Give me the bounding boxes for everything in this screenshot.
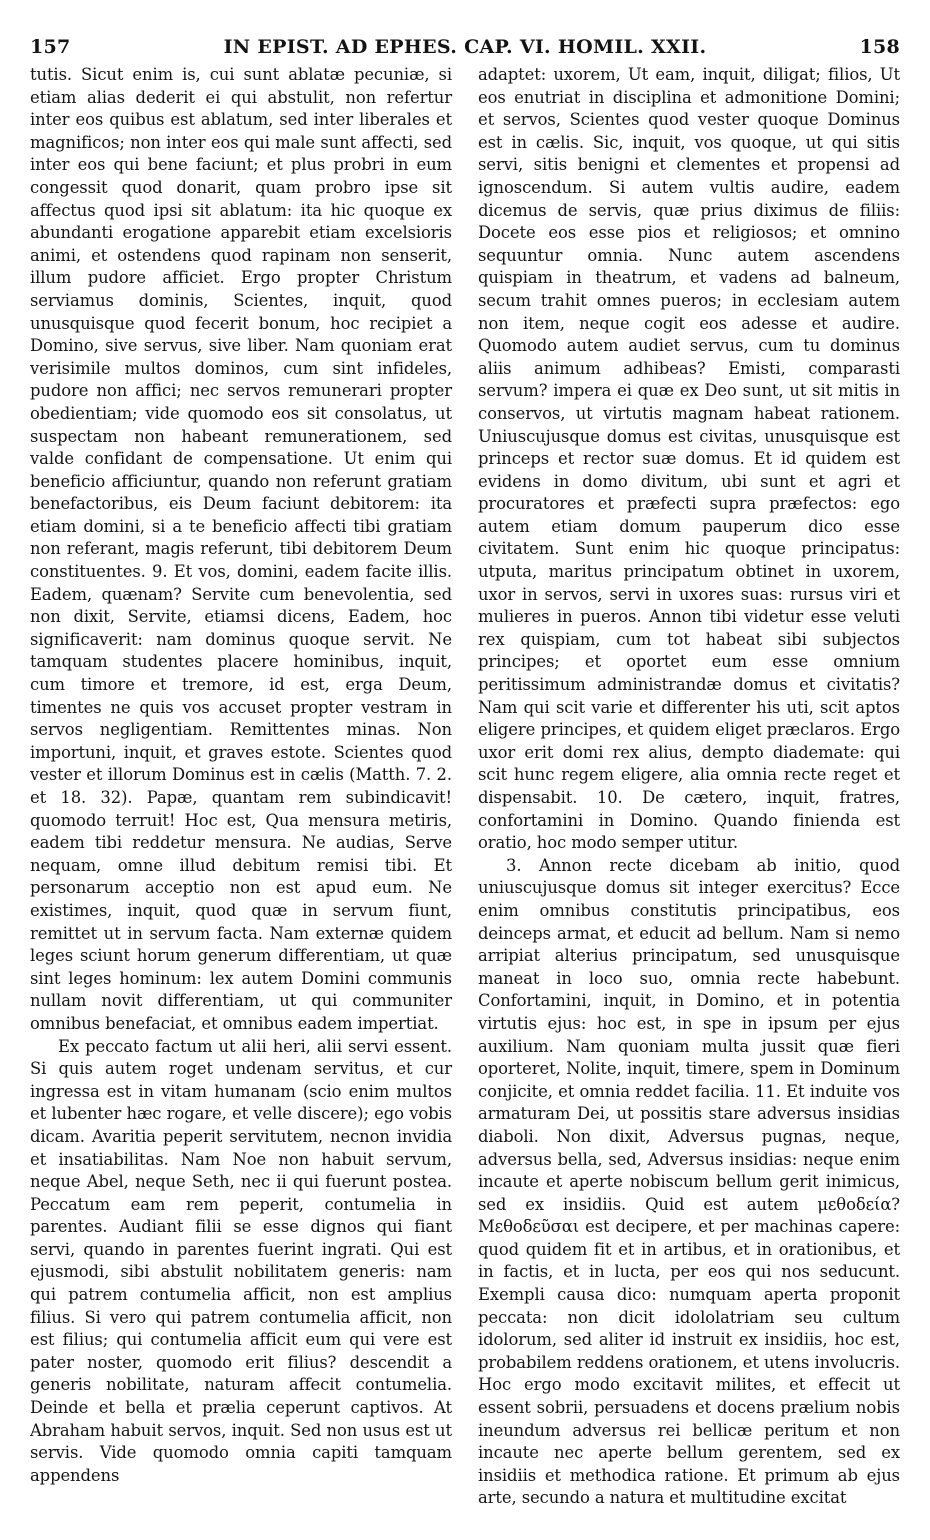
paragraph: 3. Annon recte dicebam ab initio, quod uniuscujusque domus sit integer exercitus? Ecce enim omnibus constitutis principatibus, eos deinceps armat, et educit ad bellum. Nam si nemo arripiat alterius principatum, sed unusquisque maneat in loco suo, omnia recte habebunt. Confortamini, inquit, in Domino, et in potentia virtutis ejus: hoc est, in spe in ipsum per ejus auxilium. Nam quoniam multa jussit quæ fieri oporteret, Nolite, inquit, timere, spem in Dominum conjicite, et omnia reddet facilia. 11. Et induite vos armaturam Dei, ut possitis stare adversus insidias diaboli. Non dixit, Adversus pugnas, neque, adversus bella, sed, Adversus insidias: neque enim incaute et aperte nobiscum bellum gerit inimicus, sed ex insidiis. Quid est autem μεθοδεία? Μεθοδεῦσαι est decipere, et per machinas capere: quod quidem fit et in artibus, et in orationibus, et in factis, et in lucta, per eos qui nos seducunt. Exempli causa dico: numquam aperta proponit peccata: non dicit idololatriam seu cultum idolorum, sed aliter id instruit ex insidiis, hoc est, probabilem reddens orationem, et utens involucris. Hoc ergo modo excitavit milites, et effecit ut essent sobrii, persuadens et docens prælium nobis ineundum adversus rei bellicæ peritum et non incaute nec aperte bellum gerentem, sed ex insidiis et methodica ratione. Et primum ab ejus arte, secundo a natura et multitudine excitat (478, 855, 900, 1508)
page-number-left: 157 (30, 36, 71, 58)
paragraph: Ex peccato factum ut alii heri, alii servi essent. Si quis autem roget undenam servitus, et cur ingressa est in vitam humanam (scio enim multos et lubenter hæc rogare, et velle discere); ego vobis dicam. Avaritia peperit servitutem, necnon invidia et insatiabilitas. Nam Noe non habuit servum, neque Abel, neque Seth, nec ii qui fuerunt postea. Peccatum eam rem peperit, contumelia in parentes. Audiant filii se esse dignos qui fiant servi, quando in parentes fuerint ingrati. Qui est ejusmodi, sibi abstulit nobilitatem generis: nam qui patrem contumelia afficit, non est amplius filius. Si vero qui patrem contumelia afficit, non est filius; qui contumelia afficit eum qui vere est pater noster, quomodo erit filius? descendit a generis nobilitate, naturam affecit contumelia. Deinde et bella et prælia ceperunt captivos. At Abraham habuit servos, inquit. Sed non usus est ut servis. Vide quomodo omnia capiti tamquam appendens (30, 1036, 452, 1485)
paragraph: tutis. Sicut enim is, cui sunt ablatæ pecuniæ, si etiam alias dederit ei qui abstulit, non refertur inter eos quibus est ablatum, sed inter liberales et magnificos; non inter eos qui male sunt affecti, sed inter eos qui bene faciunt; et plus probri in eum congessit quod donarit, quam probro ipse sit affectus quod ipsi sit ablatum: ita hic quoque ex abundanti erogatione apparebit etiam excelsioris animi, et ostendens quod rapinam non senserit, illum pudore afficiet. Ergo propter Christum serviamus dominis, Scientes, inquit, quod unusquisque quod fecerit bonum, hoc recipiet a Domino, sive servus, sive liber. Nam quoniam erat verisimile multos dominos, cum sint infideles, pudore non affici; nec servos remunerari propter obedientiam; vide quomodo eos sit consolatus, ut suspectam non habeant remunerationem, sed valde confidant de compensatione. Ut enim qui beneficio afficiuntur, quando non referunt gratiam benefactoribus, eis Deum faciunt debitorem: ita etiam domini, si a te beneficio affecti tibi gratiam non referant, magis referunt, tibi debitorem Deum constituentes. 9. Et vos, domini, eadem facite illis. Eadem, quænam? Servite cum benevolentia, sed non dixit, Servite, etiamsi dicens, Eadem, hoc significaverit: nam dominus quoque servit. Ne tamquam studentes placere hominibus, inquit, cum timore et tremore, id est, erga Deum, timentes ne quis vos accuset propter vestram in servos negligentiam. Remittentes minas. Non importuni, inquit, et graves estote. Scientes quod vester et illorum Dominus est in cælis (Matth. 7. 2. et 18. 32). Papæ, quantam rem subindicavit! quomodo terruit! Hoc est, Qua mensura metiris, eadem tibi reddetur mensura. Ne audias, Serve nequam, omne illud debitum remisi tibi. Et personarum acceptio non est apud eum. Ne existimes, inquit, quod quæ in servum fiunt, remittet ut in servum facta. Nam externæ quidem leges sciunt horum generum differentiam, ut quæ sint leges hominum: lex autem Domini communis nullam novit differentiam, ut qui communiter omnibus benefaciat, et omnibus eadem impertiat. (30, 65, 452, 1033)
paragraph: adaptet: uxorem, Ut eam, inquit, diligat; filios, Ut eos enutriat in disciplina et admonitione Domini; et servos, Scientes quod vester quoque Dominus est in cælis. Sic, inquit, vos quoque, ut qui sitis servi, sitis benigni et clementes et propensi ad ignoscendum. Si autem vultis audire, eadem dicemus de servis, quæ prius diximus de filiis: Docete eos esse pios et religiosos; et omnino sequuntur omnia. Nunc autem ascendens quispiam in theatrum, et vadens ad balneum, secum trahit omnes pueros; in ecclesiam autem non item, neque cogit eos adesse et audire. Quomodo autem audiet servus, cum tu dominus aliis animum adhibeas? Emisti, comparasti servum? impera ei quæ ex Deo sunt, ut sit mitis in conservos, ut virtutis magnam habeat rationem. Uniuscujusque domus est civitas, unusquisque est princeps et rector suæ domus. Et id quidem est evidens in domo divitum, ubi sunt et agri et procuratores et præfecti supra præfectos: ego autem etiam domum pauperum dico esse civitatem. Sunt enim hic quoque principatus: utputa, maritus principatum obtinet in uxorem, uxor in servos, servi in uxores suas: rursus viri et mulieres in pueros. Annon tibi videtur esse veluti rex quispiam, cum tot habeat sibi subjectos principes; et oportet eum esse omnium peritissimum administrandæ domus et civitatis? Nam qui scit varie et differenter his uti, scit aptos eligere principes, et quidem eliget præclaros. Ergo uxor erit domi rex alius, dempto diademate: qui scit hunc regem eligere, alia omnia recte reget et dispensabit. 10. De cætero, inquit, fratres, confortamini in Domino. Quando finienda est oratio, hoc modo semper utitur. (478, 65, 900, 853)
running-title: IN EPIST. AD EPHES. CAP. VI. HOMIL. XXII. (223, 36, 707, 58)
left-column (30, 64, 452, 1510)
page-header (30, 30, 900, 64)
text-columns (30, 64, 900, 1510)
right-column (478, 64, 900, 1510)
page-number-right: 158 (859, 36, 900, 58)
